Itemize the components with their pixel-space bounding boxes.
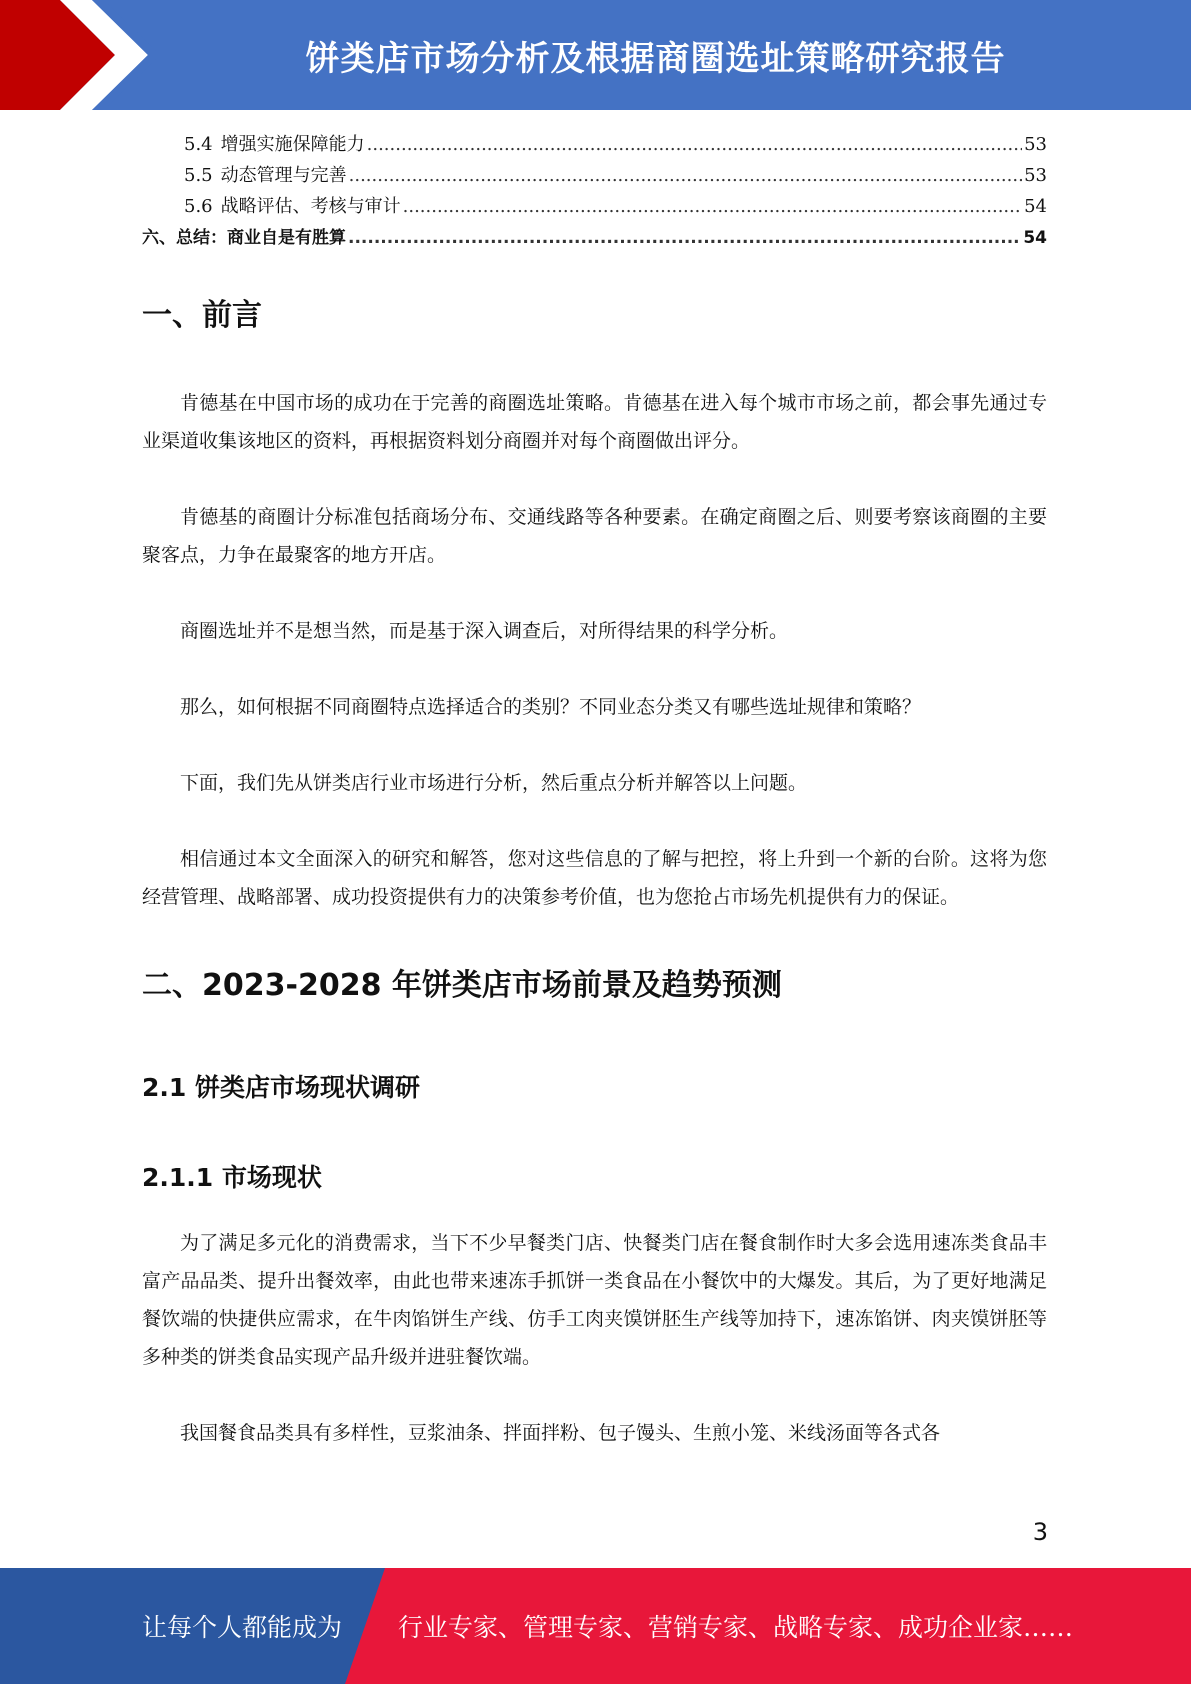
toc-entry[interactable] bbox=[142, 223, 1047, 254]
footer-slogan-left: 让每个人都能成为 bbox=[142, 1613, 343, 1642]
toc-entry-number: 5.6 bbox=[184, 196, 213, 217]
body-paragraph: 肯德基在中国市场的成功在于完善的商圈选址策略。肯德基在进入每个城市市场之前，都会事先通过专业渠道收集该地区的资料，再根据资料划分商圈并对每个商圈做出评分。 bbox=[142, 392, 1047, 452]
report-title: 饼类店市场分析及根据商圈选址策略研究报告 bbox=[305, 38, 1006, 79]
body-paragraph: 那么，如何根据不同商圈特点选择适合的类别？不同业态分类又有哪些选址规律和策略？ bbox=[180, 696, 922, 718]
toc-leader-dots bbox=[367, 134, 1022, 155]
subsection-heading: 2.1 饼类店市场现状调研 bbox=[142, 1073, 420, 1102]
toc-entry[interactable] bbox=[142, 192, 1047, 223]
toc-entry-page: 54 bbox=[1023, 228, 1047, 248]
body-paragraph: 肯德基的商圈计分标准包括商场分布、交通线路等各种要素。在确定商圈之后、则要考察该商圈的主要聚客点，力争在最聚客的地方开店。 bbox=[142, 506, 1047, 566]
document-body bbox=[142, 290, 1047, 1452]
table-of-contents bbox=[142, 130, 1047, 254]
page-number: 3 bbox=[1032, 1518, 1048, 1546]
section-heading: 一、前言 bbox=[142, 298, 262, 333]
body-paragraph: 为了满足多元化的消费需求，当下不少早餐类门店、快餐类门店在餐食制作时大多会选用速冻类食品丰富产品品类、提升出餐效率，由此也带来速冻手抓饼一类食品在小餐饮中的大爆发。其后，为了更好地满足餐饮端的快捷供应需求，在牛肉馅饼生产线、仿手工肉夹馍饼胚生产线等加持下，速冻馅饼、肉夹馍饼胚等多种类的饼类食品实现产品升级并进驻餐饮端。 bbox=[142, 1232, 1047, 1368]
toc-leader-dots bbox=[349, 165, 1022, 186]
body-paragraph: 下面，我们先从饼类店行业市场进行分析，然后重点分析并解答以上问题。 bbox=[180, 772, 808, 794]
toc-entry-page: 53 bbox=[1024, 165, 1047, 186]
footer-slogan-right: 行业专家、管理专家、营销专家、战略专家、成功企业家…… bbox=[398, 1613, 1074, 1642]
toc-entry-title: 动态管理与完善 bbox=[220, 165, 347, 186]
page-header bbox=[0, 0, 1191, 110]
toc-entry-number: 5.5 bbox=[184, 165, 213, 186]
toc-entry-number: 5.4 bbox=[184, 134, 213, 155]
subsection-heading: 2.1.1 市场现状 bbox=[142, 1163, 322, 1192]
toc-leader-dots bbox=[403, 196, 1022, 217]
body-paragraph: 商圈选址并不是想当然，而是基于深入调查后，对所得结果的科学分析。 bbox=[180, 620, 789, 642]
toc-entry-page: 54 bbox=[1024, 196, 1047, 217]
toc-entry-title: 增强实施保障能力 bbox=[220, 134, 365, 155]
toc-entry[interactable] bbox=[142, 161, 1047, 192]
body-paragraph: 我国餐食品类具有多样性，豆浆油条、拌面拌粉、包子馒头、生煎小笼、米线汤面等各式各 bbox=[180, 1422, 941, 1444]
toc-entry-title: 六、总结：商业自是有胜算 bbox=[142, 228, 346, 248]
body-paragraph: 相信通过本文全面深入的研究和解答，您对这些信息的了解与把控，将上升到一个新的台阶。这将为您经营管理、战略部署、成功投资提供有力的决策参考价值，也为您抢占市场先机提供有力的保证。 bbox=[142, 848, 1047, 908]
toc-entry-title: 战略评估、考核与审计 bbox=[220, 196, 401, 217]
toc-leader-dots bbox=[348, 228, 1021, 248]
page-footer bbox=[0, 1568, 1191, 1684]
toc-entry-page: 53 bbox=[1024, 134, 1047, 155]
toc-entry[interactable] bbox=[142, 130, 1047, 161]
section-heading: 二、2023-2028 年饼类店市场前景及趋势预测 bbox=[142, 968, 782, 1003]
